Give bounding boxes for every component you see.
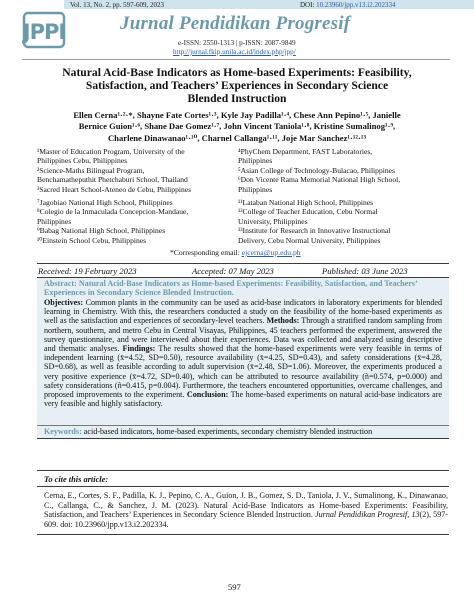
email-link[interactable]: ejcerna@up.edu.ph [241,248,301,257]
affiliations-right-2 [238,198,453,245]
issn: e-ISSN: 2550-1313 | p-ISSN: 2087-9849 [178,39,296,47]
cite-bottom-rule [37,534,449,535]
conclusion-text: The home-based experiments on natural acid-base indicators are very feasible and highly satisfactory. [44,390,442,409]
doi-prefix: DOI: [300,1,317,9]
received-date: Received: 19 February 2023 [38,266,137,276]
affiliation-line: ¹³Institute for Research in Innovative Instructional [238,226,391,236]
affiliation-line: ⁶Don Vicente Rama Memorial National High School, [238,175,401,185]
corresponding-email [170,248,301,257]
article-title [30,66,444,105]
affiliation-line: ³Sacred Heart School-Ateneo de Cebu, Philippines [37,184,192,194]
affiliation-line: ⁸Colegio de la Inmaculada Concepcion-Mandaue, [37,207,189,217]
author-line: Ellen Cerna¹·²·*, Shayne Fate Cortes¹·³, Kyle Jay Padilla¹·⁴, Chese Ann Pepino¹·⁵, Janielle [73,110,401,120]
citation [44,491,448,529]
cite-heading: To cite this article: [44,475,109,484]
abstract-heading: Abstract: Natural Acid-Base Indicators as Home-based Experiments: Feasibility, Satisfaction, and Teachers’ Experiences in Secondary Science Blended Instruction. [44,279,418,298]
affiliation-line: ⁷Jagobiao National High School, Philippines [37,198,173,207]
affiliation-line: Philippines [238,184,273,194]
objectives-label: Objectives: [44,298,84,307]
keywords [44,427,444,436]
doi-link[interactable]: 10.23960/jpp.v13.i2.202334 [316,1,396,9]
author-line: Bernice Guion¹·⁶, Shane Dae Gomez¹·⁷, John Vincent Taniola¹·⁸, Kristine Sumalinog¹·⁹, [78,121,396,132]
abstract-bottom-rule [37,438,449,439]
citation-tail: (2), 597-609. doi: 10.23960/jpp.v13.i2.202334. [44,510,448,529]
volume-info: Vol. 13, No. 2, pp. 597-609, 2023 [70,1,164,9]
title-line: Natural Acid-Base Indicators as Home-based Experiments: Feasibility, [62,66,412,79]
methods-text: Through a stratified random sampling from northern, southern, and metro Cebu in Central Visayas, Philippines, 45 teachers performed the experiment, answered the survey questionnaire, and were interviewed about their experiences. Data was collected and analyzed using descriptive and thematic analyses. [44,316,442,354]
methods-label: Methods: [266,316,300,326]
affiliations-right-1 [238,147,453,194]
affiliation-line: ²Science-Maths Bilingual Program, [37,165,145,175]
cite-top-rule [37,470,449,471]
journal-name: Jurnal Pendidikan Progresif [120,13,351,34]
author-list [22,110,452,144]
affiliation-line: Philippines [238,156,273,166]
accepted-date: Accepted: 07 May 2023 [192,266,274,276]
author-line: Charlene Dinawanao¹·¹⁰, Charnel Callanga¹·¹¹, Joje Mar Sanchez¹·¹²·¹³ [107,132,367,143]
header-divider [22,59,450,60]
affiliation-line: ⁵Asian College of Technology-Bulacao, Philippines [238,165,395,175]
cite-mid-rule [37,486,449,487]
journal-logo [22,10,68,50]
title-line: Satisfaction, and Teachers’ Experiences in Secondary Science [85,79,389,92]
page-number: 597 [228,582,241,592]
keywords-rule [37,425,449,426]
affiliation-line: Philippines [37,216,72,226]
affiliations-left-1 [37,147,252,194]
corresponding-label: *Corresponding email: [170,248,242,257]
dates-top-rule [37,263,449,264]
affiliation-line: ¹¹Lataban National High School, Philippines [238,198,374,207]
findings-label: Findings: [122,344,156,354]
affiliation-line: ⁹Babag National High School, Philippines [37,226,166,236]
affiliation-line: ¹Master of Education Program, University of the [37,147,185,156]
doi-line [300,1,395,9]
logo-text: JPPI [22,20,66,44]
findings-text: The results showed that the home-based experiments were very feasible in terms of independent learning (x̄=4.52, SD=0.50), resource availability (x̄=4.25, SD=0.43), and safety considerations (x̄=4.28, SD=0.68), as well as feasible according to adult supervision (x̄=2.48, SD=1.06). Moreover, the experiments produced a very positive experience (x̄=4.72, SD=0.40), which can be attributed to resource availability (ñ=0.574, p=0.000) and safety considerations (ñ=0.415, p=0.004). Furthermore, the teachers encountered opportunities, overcame challenges, and proposed improvements to the experiment. [44,344,442,400]
objectives-text: Common plants in the community can be used as acid-base indicators in laboratory experiments for blended learning in Chemistry. With this, the researchers conducted a study on the feasibility of the home-based experiments as well as the satisfaction and experiences of secondary-level teachers. [44,298,442,326]
conclusion-label: Conclusion: [186,390,229,400]
published-date: Published: 03 June 2023 [322,266,408,276]
affiliation-line: ¹²College of Teacher Education, Cebu Normal [238,207,378,217]
affiliation-line: ⁴PhyChem Department, FAST Laboratories, [238,147,373,156]
abstract-body [44,298,442,408]
citation-text: Cerna, E., Cortes, S. F., Padilla, K. J., Pepino, C. A., Guion, J. B., Gomez, S. D., Taniola, J. V., Sumalinong, K., Dinawanao, C., Callanga, C., & Sanchez, J. M. (2023). Natural Acid-Base Indicators as Home-based Experiments: Feasibility, Satisfaction, and Teachers’ Experiences in Secondary Science Blended Instruction. [44,491,448,520]
affiliation-line: University, Philippines [238,216,308,226]
title-line: Blended Instruction [187,92,287,105]
affiliation-line: ¹⁰Einstein School Cebu, Philippines [37,235,147,245]
citation-journal: Jurnal Pendidikan Progresif, 13 [315,510,420,520]
affiliation-line: Benchamatheputhit Phetchaburi School, Thailand [37,175,188,185]
affiliation-line: Delivery, Cebu Normal University, Philippines [238,235,381,245]
keywords-label: Keywords: [44,427,82,436]
keywords-text: acid-based indicators, home-based experiments, secondary chemistry blended instruction [81,427,373,436]
affiliations-left-2 [37,198,252,245]
journal-url-link[interactable]: http://jurnal.fkip.unila.ac.id/index.php/jpp/ [173,48,296,56]
affiliation-line: Philippines Cebu, Philippines [37,156,128,166]
